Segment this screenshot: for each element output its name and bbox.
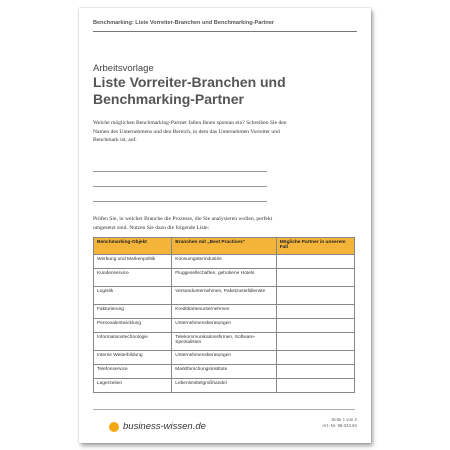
table-cell <box>276 319 354 333</box>
table-cell: Interne Weiterbildung <box>94 351 172 365</box>
table-cell: Fakturierung <box>94 305 172 319</box>
table-cell: Werbung und Markenpolitik <box>94 255 172 269</box>
intro-paragraph: Welche möglichen Benchmarking-Partner fallen Ihnen spontan ein? Schreiben Sie den Namen des Unternehmens und den Bereich, in dem das Unternehmen Vorreiter und Benchmark ist, auf. <box>93 120 287 144</box>
table-row <box>94 351 355 365</box>
logo-dot-icon <box>109 422 119 432</box>
document-type: Arbeitsvorlage <box>93 63 154 74</box>
document-page <box>79 8 371 443</box>
document-title: Liste Vorreiter-Branchen und Benchmarking-Partner <box>93 74 286 107</box>
table-cell: Lagerzeiten <box>94 379 172 393</box>
table-cell: Konsumgüterindustrie <box>172 255 276 269</box>
writing-line <box>93 157 267 172</box>
writing-lines <box>93 157 267 202</box>
column-header: Mögliche Partner in unserem Fall <box>276 238 354 255</box>
page-info <box>322 417 357 429</box>
table-row <box>94 255 355 269</box>
running-header: Benchmarking: Liste Vorreiter-Branchen und Benchmarking-Partner <box>93 20 357 32</box>
table-cell: Fluggesellschaften, gehobene Hotels <box>172 269 276 287</box>
table-cell: Versandunternehmen, Paketzustelldienste <box>172 287 276 305</box>
table-cell <box>276 365 354 379</box>
benchmarking-table <box>93 237 355 393</box>
table-cell: Kundenservice <box>94 269 172 287</box>
column-header: Benchmarking-Objekt <box>94 238 172 255</box>
table-row <box>94 379 355 393</box>
table-cell: Logistik <box>94 287 172 305</box>
table-cell: Unternehmensberatungen <box>172 351 276 365</box>
table-cell <box>276 351 354 365</box>
instruction-paragraph: Prüfen Sie, in welcher Branche die Prozesse, die Sie analysieren wollen, perfekt umgesetzt sind. Nutzen Sie dazu die folgende Liste: <box>93 216 273 231</box>
table-cell: Telekommunikationsfirmen, Software-Spezialisten <box>172 333 276 351</box>
column-header: Branchen mit „Best Practices“ <box>172 238 276 255</box>
table-cell: Kreditkartenunternehmen <box>172 305 276 319</box>
writing-line <box>93 172 267 187</box>
table-row <box>94 365 355 379</box>
writing-line <box>93 187 267 202</box>
table-cell <box>276 305 354 319</box>
table-cell: Informationstechnologie <box>94 333 172 351</box>
brand-logo: business-wissen.de <box>123 421 206 432</box>
table-cell <box>276 255 354 269</box>
table-cell <box>276 333 354 351</box>
table-row <box>94 333 355 351</box>
table-cell: Personalentwicklung <box>94 319 172 333</box>
table-cell <box>276 379 354 393</box>
table-cell <box>276 287 354 305</box>
table-row <box>94 305 355 319</box>
article-number: Art.-Nr. 98.043.84 <box>322 423 357 428</box>
table-cell: Telefonservice <box>94 365 172 379</box>
page-number: Seite 1 von 2 <box>331 417 357 422</box>
table-cell: Marktforschungsinstitute <box>172 365 276 379</box>
table-cell <box>276 269 354 287</box>
table-row <box>94 287 355 305</box>
table-cell: Unternehmensberatungen <box>172 319 276 333</box>
table-header-row <box>94 238 355 255</box>
table-cell: Lebensmittelgroßhandel <box>172 379 276 393</box>
footer-divider <box>93 409 355 410</box>
table-row <box>94 269 355 287</box>
table-row <box>94 319 355 333</box>
